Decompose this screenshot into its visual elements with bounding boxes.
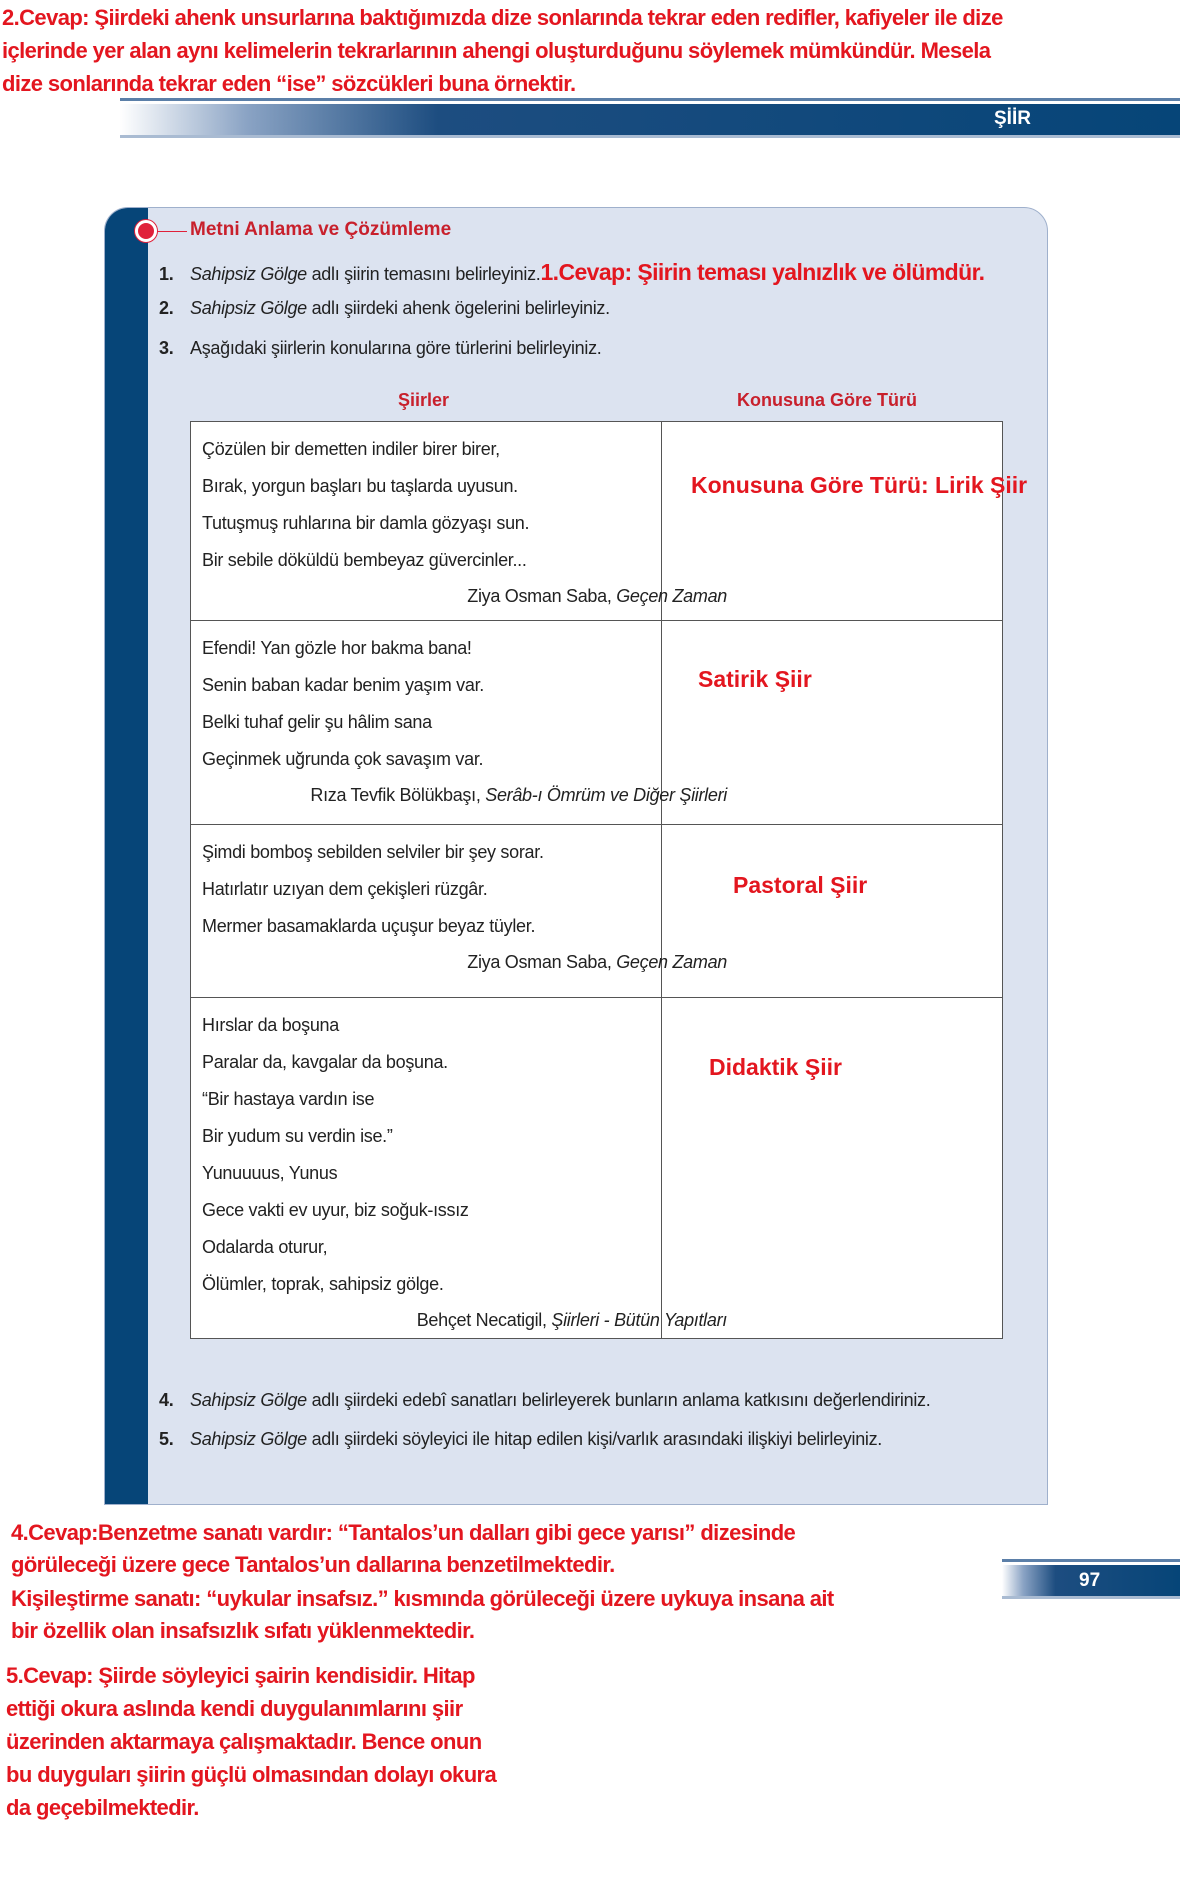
poem-table (190, 421, 1003, 1339)
poem-line: Hatırlatır uzıyan dem çekişleri rüzgâr. (202, 879, 488, 899)
poem-line: Odalarda oturur, (202, 1237, 328, 1257)
answer-line: üzerinden aktarmaya çalışmaktadır. Bence onun (6, 1729, 482, 1754)
poem-line: Belki tuhaf gelir şu hâlim sana (202, 712, 432, 732)
answer-line: ettiği okura aslında kendi duygulanımlarını şiir (6, 1696, 463, 1721)
poem-source: Rıza Tevfik Bölükbaşı, Serâb-ı Ömrüm ve Diğer Şiirleri (310, 785, 727, 805)
answer-line: 5.Cevap: Şiirde söyleyici şairin kendisidir. Hitap (6, 1663, 475, 1688)
poem-line: Çözülen bir demetten indiler birer birer, (202, 439, 500, 459)
question-3: 3. Aşağıdaki şiirlerin konularına göre türlerini belirleyiniz. (159, 338, 602, 358)
poem-line: Gece vakti ev uyur, biz soğuk-ıssız (202, 1200, 469, 1220)
answer-line: 4.Cevap:Benzetme sanatı vardır: “Tantalos’un dalları gibi gece yarısı” dizesinde (11, 1520, 796, 1545)
poem-line: Ölümler, toprak, sahipsiz gölge. (202, 1274, 444, 1294)
poem-line: Bırak, yorgun başları bu taşlarda uyusun. (202, 476, 518, 496)
table-row (191, 998, 1002, 1339)
poem-line: Bir yudum su verdin ise.” (202, 1126, 393, 1146)
answer-line: içlerinde yer alan aynı kelimelerin tekrarlarının ahengi oluşturduğunu söylemek mümkündür. Mesela (2, 38, 991, 63)
poem-line: Senin baban kadar benim yaşım var. (202, 675, 484, 695)
bullet-line (157, 231, 187, 232)
answer-line: bir özellik olan insafsızlık sıfatı yüklenmektedir. (11, 1618, 475, 1643)
section-header-band (120, 101, 1180, 135)
poem-source: Behçet Necatigil, Şiirleri - Bütün Yapıtları (416, 1310, 727, 1330)
poem-line: Tutuşmuş ruhlarına bir damla gözyaşı sun. (202, 513, 530, 533)
poem-line: Mermer basamaklarda uçuşur beyaz tüyler. (202, 916, 536, 936)
answer-line: görüleceği üzere gece Tantalos’un dallarına benzetilmektedir. (11, 1552, 615, 1577)
question-4: 4. Sahipsiz Gölge adlı şiirdeki edebî sanatları belirleyerek bunların anlama katkısını değerlendiriniz. (159, 1390, 931, 1410)
type-answer: Konusuna Göre Türü: Lirik Şiir (691, 472, 1028, 498)
table-row (191, 621, 1002, 825)
answer-line: bu duyguları şiirin güçlü olmasından dolayı okura (6, 1762, 497, 1787)
answer-line: dize sonlarında tekrar eden “ise” sözcükleri buna örnektir. (2, 71, 576, 96)
section-title: Metni Anlama ve Çözümleme (190, 219, 452, 240)
poem-line: Bir sebile döküldü bembeyaz güvercinler... (202, 550, 527, 570)
column-header-poems: Şiirler (398, 390, 450, 410)
table-row (191, 422, 1002, 621)
section-label: ŞİİR (994, 108, 1031, 129)
answer-line: Kişileştirme sanatı: “uykular insafsız.” kısmında görüleceği üzere uykuya insana ait (11, 1586, 834, 1611)
poem-line: Efendi! Yan gözle hor bakma bana! (202, 638, 472, 658)
poem-line: Yunuuuus, Yunus (202, 1163, 338, 1183)
column-header-type: Konusuna Göre Türü (737, 390, 917, 410)
poem-line: Paralar da, kavgalar da boşuna. (202, 1052, 448, 1072)
page-number: 97 (1079, 1570, 1101, 1591)
poem-line: Geçinmek uğrunda çok savaşım var. (202, 749, 484, 769)
section-bullet-icon (135, 220, 157, 242)
poem-source: Ziya Osman Saba, Geçen Zaman (467, 586, 727, 606)
poem-source: Ziya Osman Saba, Geçen Zaman (467, 952, 727, 972)
table-row (191, 825, 1002, 998)
question-5: 5. Sahipsiz Gölge adlı şiirdeki söyleyici ile hitap edilen kişi/varlık arasındaki ilişkiyi belirleyiniz. (159, 1429, 883, 1449)
question-2: 2. Sahipsiz Gölge adlı şiirdeki ahenk ögelerini belirleyiniz. (159, 298, 610, 318)
poem-line: “Bir hastaya vardın ise (202, 1089, 375, 1109)
poem-line: Hırslar da boşuna (202, 1015, 339, 1035)
panel-strip (105, 208, 148, 1504)
answer-1: 1.Cevap: Şiirin teması yalnızlık ve ölümdür. (540, 259, 985, 285)
answer-line: 2.Cevap: Şiirdeki ahenk unsurlarına baktığımızda dize sonlarında tekrar eden redifler, kafiyeler ile dize (2, 5, 1003, 30)
type-answer: Pastoral Şiir (733, 872, 868, 898)
poem-line: Şimdi bomboş sebilden selviler bir şey sorar. (202, 842, 544, 862)
question-1: 1. Sahipsiz Gölge adlı şiirin temasını belirleyiniz.1.Cevap: Şiirin teması yalnızlık ve ölümdür. (159, 259, 985, 285)
answer-line: da geçebilmektedir. (6, 1795, 199, 1820)
page-number-band (1002, 1562, 1180, 1596)
type-answer: Didaktik Şiir (709, 1054, 842, 1080)
type-answer: Satirik Şiir (698, 666, 812, 692)
